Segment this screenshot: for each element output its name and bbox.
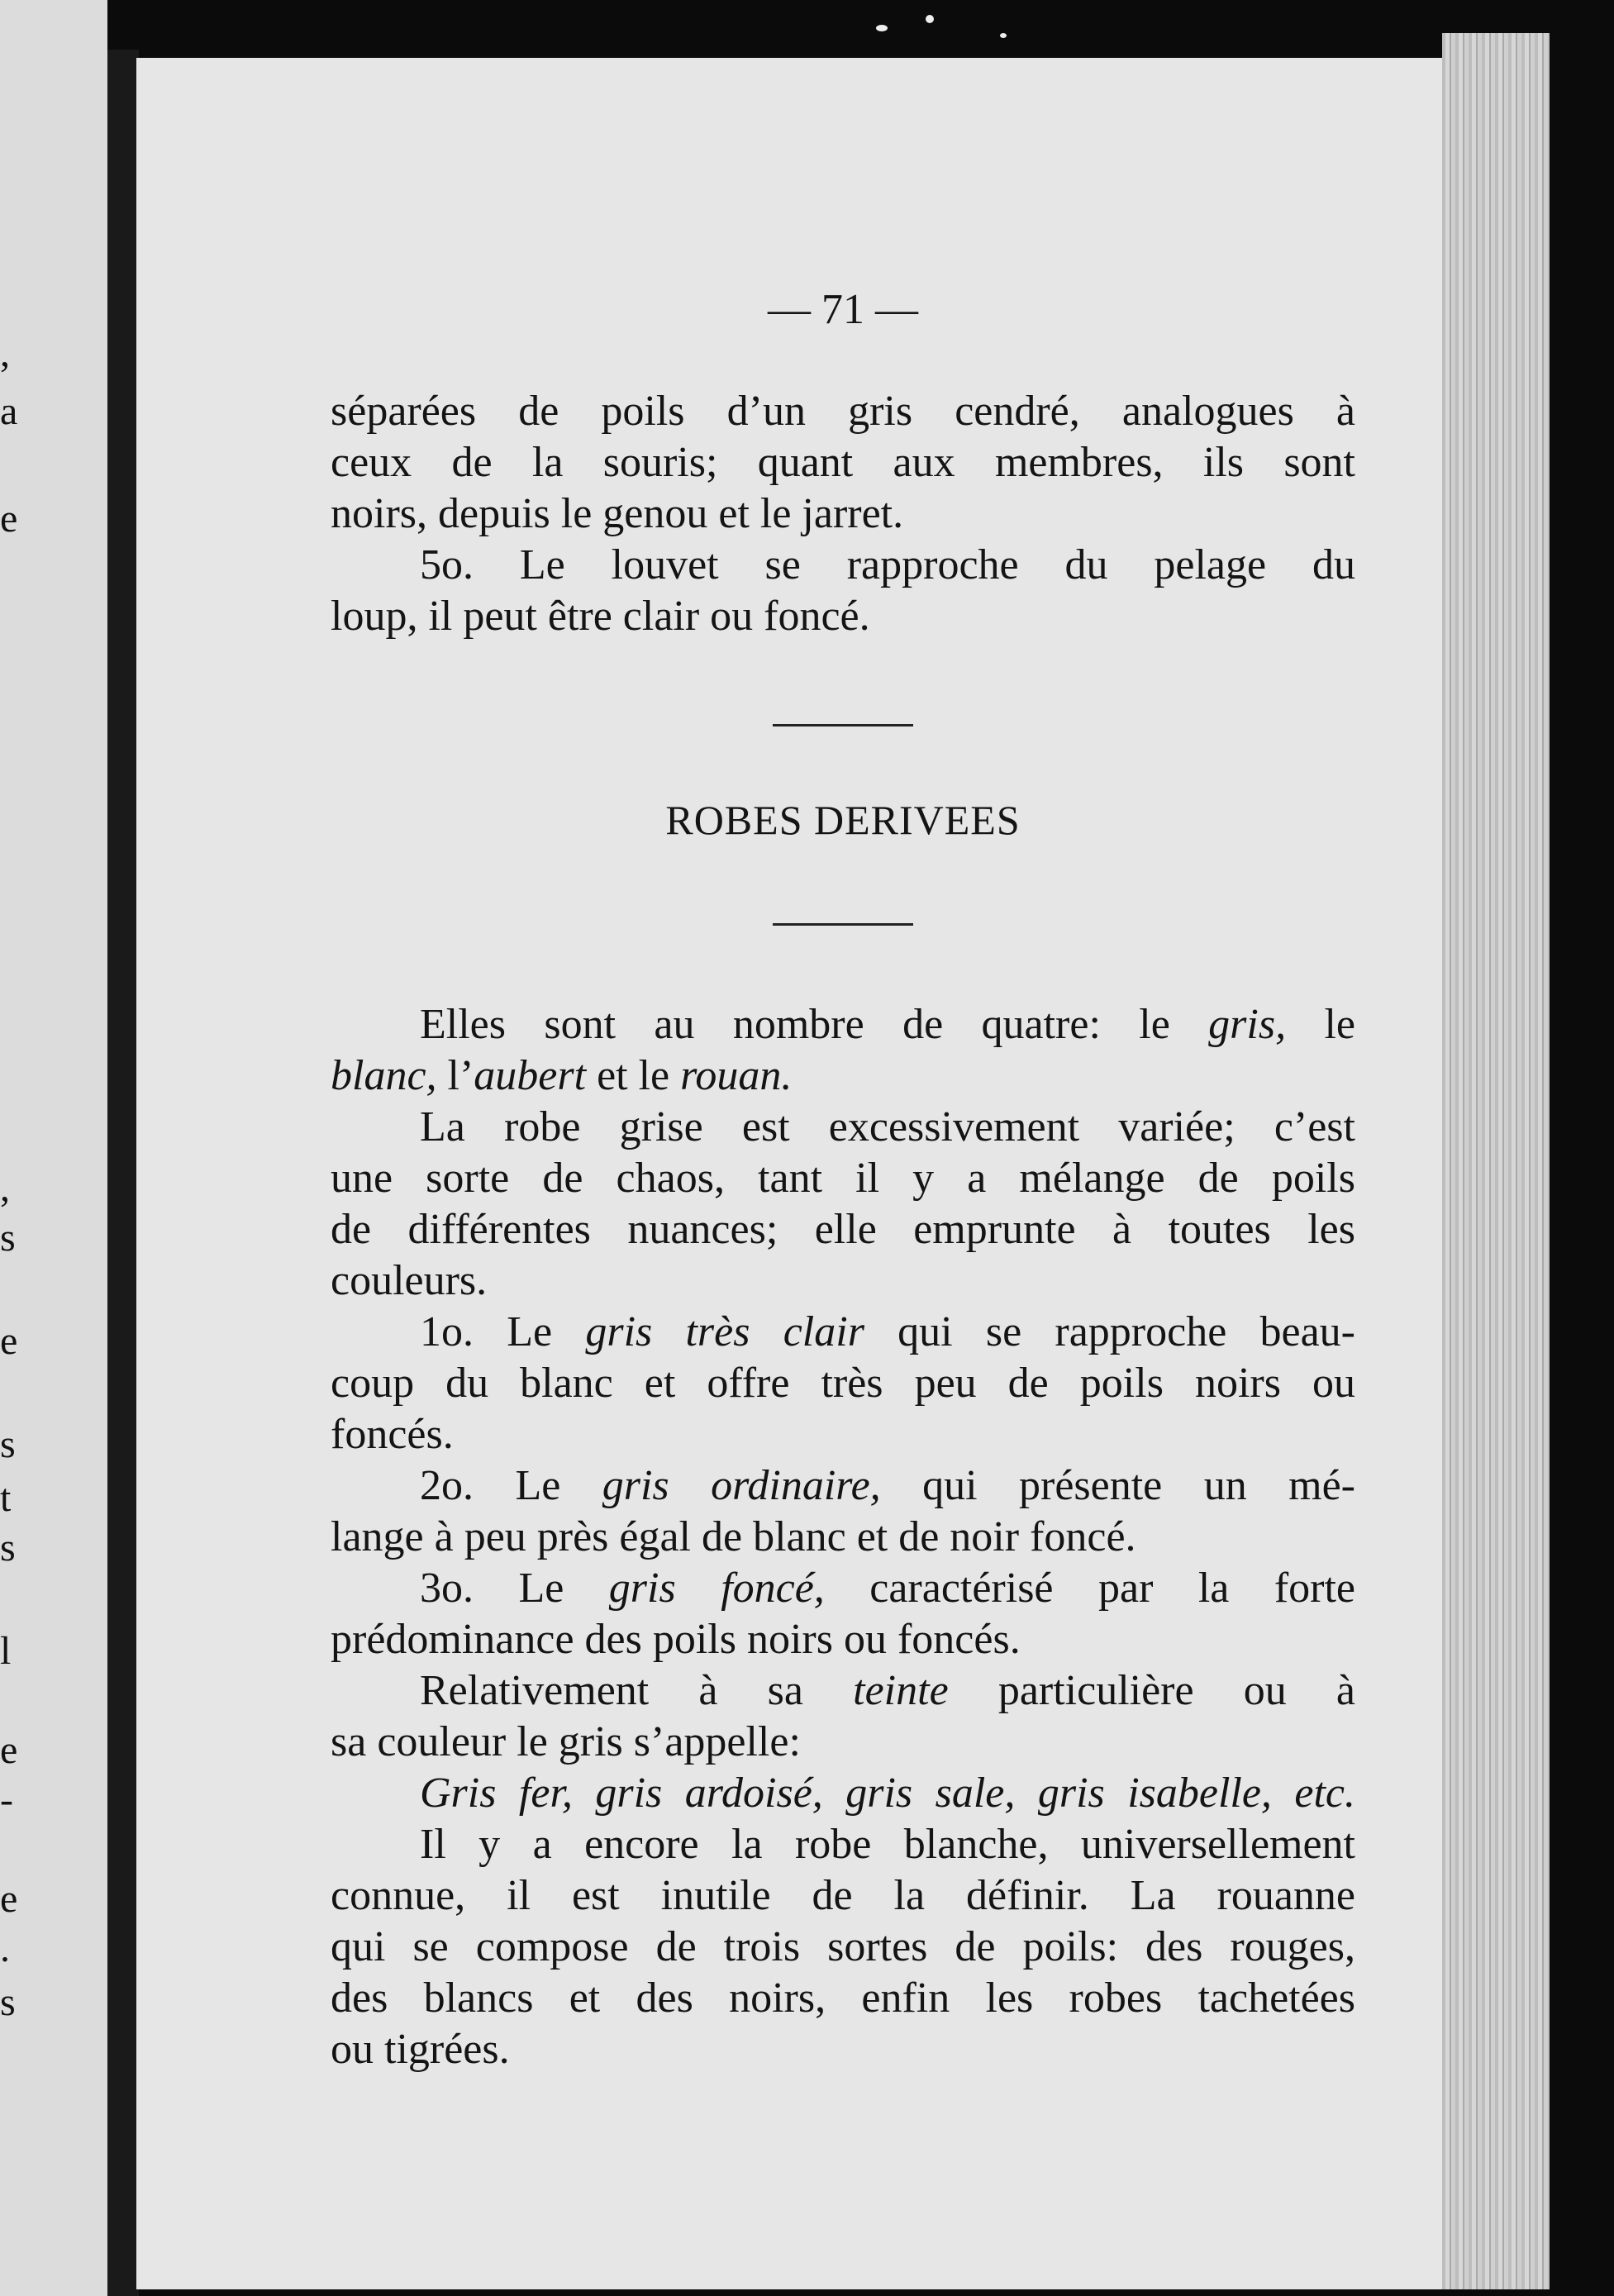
left-fragment: s bbox=[0, 1526, 16, 1570]
text-line: ou tigrées. bbox=[331, 2026, 510, 2073]
text-line: La robe grise est excessivement variée; c’est bbox=[420, 1103, 1355, 1150]
separator-rule bbox=[773, 923, 913, 926]
left-fragment: s bbox=[0, 1216, 16, 1260]
text-line: 1o. Le gris très clair qui se rapproche beau- bbox=[420, 1308, 1355, 1355]
text-line: Elles sont au nombre de quatre: le gris, le bbox=[420, 1001, 1355, 1048]
text-line: 3o. Le gris foncé, caractérisé par la forte bbox=[420, 1565, 1356, 1612]
text-line: de différentes nuances; elle emprunte à toutes les bbox=[331, 1206, 1355, 1253]
text-line: Gris fer, gris ardoisé, gris sale, gris isabelle, etc. bbox=[420, 1770, 1355, 1817]
left-fragment: e bbox=[0, 1319, 18, 1363]
left-fragment: l bbox=[0, 1629, 12, 1673]
left-fragment: s bbox=[0, 1422, 16, 1466]
left-fragment: , bbox=[0, 331, 10, 375]
section-heading: ROBES DERIVEES bbox=[665, 797, 1021, 843]
left-fragment: . bbox=[0, 1927, 10, 1970]
page-stack-edge bbox=[1442, 33, 1550, 2289]
text-line: prédominance des poils noirs ou foncés. bbox=[331, 1616, 1021, 1663]
text-line: blanc, l’aubert et le rouan. bbox=[331, 1052, 793, 1099]
left-fragment: a bbox=[0, 389, 18, 433]
text-line: lange à peu près égal de blanc et de noir foncé. bbox=[331, 1513, 1136, 1560]
text-line: ceux de la souris; quant aux membres, ils sont bbox=[331, 439, 1355, 486]
text-line: une sorte de chaos, tant il y a mélange de poils bbox=[331, 1155, 1355, 1202]
text-line: séparées de poils d’un gris cendré, analogues à bbox=[331, 388, 1355, 435]
text-line: foncés. bbox=[331, 1411, 454, 1458]
left-fragment: , bbox=[0, 1166, 10, 1210]
text-line: noirs, depuis le genou et le jarret. bbox=[331, 490, 904, 537]
book-gutter bbox=[107, 50, 139, 2296]
book-page bbox=[136, 58, 1455, 2289]
text-line: coup du blanc et offre très peu de poils noirs ou bbox=[331, 1360, 1355, 1407]
facing-page-edge bbox=[0, 0, 107, 2296]
text-line: Relativement à sa teinte particulière ou à bbox=[420, 1667, 1356, 1714]
separator-rule bbox=[773, 724, 913, 726]
left-fragment: - bbox=[0, 1778, 13, 1822]
scan-specks bbox=[826, 0, 1157, 58]
text-line: sa couleur le gris s’appelle: bbox=[331, 1718, 801, 1765]
left-fragment: s bbox=[0, 1980, 16, 2024]
left-fragment: e bbox=[0, 497, 18, 541]
page-number: — 71 — bbox=[768, 286, 918, 333]
left-fragment: t bbox=[0, 1476, 12, 1520]
text-line: Il y a encore la robe blanche, universellement bbox=[420, 1821, 1355, 1868]
text-line: connue, il est inutile de la définir. La rouanne bbox=[331, 1872, 1355, 1919]
text-line: loup, il peut être clair ou foncé. bbox=[331, 593, 870, 640]
text-line: qui se compose de trois sortes de poils: des rouges, bbox=[331, 1923, 1355, 1970]
text-line: 5o. Le louvet se rapproche du pelage du bbox=[420, 541, 1355, 588]
text-line: 2o. Le gris ordinaire, qui présente un mé- bbox=[420, 1462, 1355, 1509]
text-line: des blancs et des noirs, enfin les robes tachetées bbox=[331, 1974, 1355, 2022]
text-line: couleurs. bbox=[331, 1257, 488, 1304]
left-fragment: e bbox=[0, 1728, 18, 1772]
left-fragment: e bbox=[0, 1877, 18, 1921]
